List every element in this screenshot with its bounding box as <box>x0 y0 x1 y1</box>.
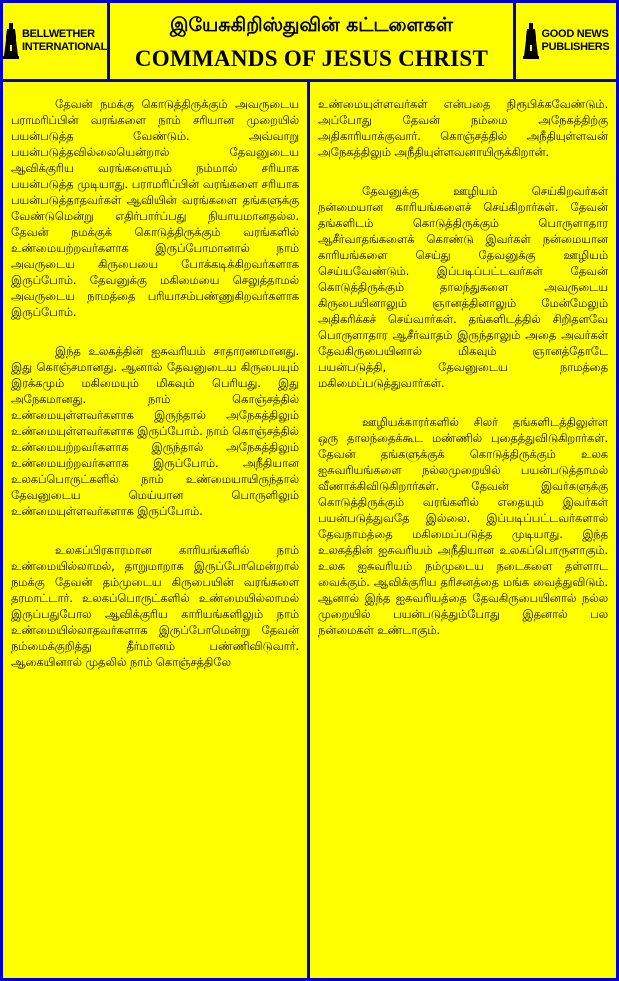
right-paragraph-1: உண்மையுள்ளவர்கள் என்பதை நிரூபிக்கவேண்டும். அப்போது தேவன் நம்மை அநேகத்திற்கு அதிகாரியாக்குவார். கொஞ்சத்தில் அநீதியுள்ளவன் அநேகத்திலும் அநீதியுள்ளவனாயிருக்கிறான். <box>318 97 608 159</box>
title-english: COMMANDS OF JESUS CHRIST <box>134 46 489 71</box>
right-logo-line2: PUBLISHERS <box>541 41 610 53</box>
left-paragraph-3: உலகப்பிரகாரமான காரியங்களில் நாம் உண்மையில்லாமல், தாறுமாறாக இருப்போமென்றால் நமக்கு தேவன் தம்முடைய கிருபையின் வரங்களை தரமாட்டார். உலகப்பொருட்களில் உண்மையில்லாமல் இருப்பதுபோல ஆவிக்குரிய காரியங்களிலும் நாம் உண்மையில்லாதவர்களாக இருப்போமென்று தேவன் நம்மைக்குறித்து தீர்மானம் பண்ணிவிடுவார். ஆகையினால் முதலில் நாம் கொஞ்சத்திலே <box>11 543 299 669</box>
right-paragraph-3: ஊழியக்காரர்களில் சிலர் தங்களிடத்திலுள்ள ஒரு தாலந்தைக்கூட மண்ணில் புதைத்துவிடுகிறார்கள். தேவன் தங்களுக்குக் கொடுத்திருக்கும் உலக ஐசுவரியங்களை நல்லமுறையில் பயன்படுத்தாமல் வீணாக்கிவிடுகிறார்கள். தேவன் இவர்களுக்கு கொடுத்திருக்கும் வரங்களில் எதையும் இவர்கள் பயன்படுத்துவதே இல்லை. இப்படிப்பட்டவர்களால் தேவநாமத்தை மகிமைப்படுத்த முடியாது. இந்த உலகத்தின் ஐசுவரியம் அநீதியான உலகப்பொருளாகும். உலக ஐசுவரியம் நம்முடைய நடைகளை தள்ளாட வைக்கும். ஆவிக்குரிய தரிசனத்தை மங்க வைத்துவிடும். ஆனால் இந்த ஐசுவரியத்தை தேவகிருபையினால் நல்ல முறையில் பயன்படுத்தும்போது இதனால் பல நன்மைகள் உண்டாகும். <box>318 415 608 637</box>
right-column <box>310 82 616 978</box>
title-tamil: இயேசுகிறிஸ்துவின் கட்டளைகள் <box>170 14 453 36</box>
header <box>3 3 616 82</box>
title-block <box>113 3 510 79</box>
tower-icon <box>523 23 539 59</box>
right-logo-line1: GOOD NEWS <box>541 28 609 40</box>
left-column <box>3 82 310 978</box>
right-paragraph-2: தேவனுக்கு ஊழியம் செய்கிறவர்கள் நன்மையான காரியங்களைச் செய்கிறார்கள். தேவன் தங்களிடம் கொடுத்திருக்கும் பொருளாதார ஆசீர்வாதங்களைக் கொண்டு இவர்கள் நன்மையான காரியங்களை செய்து தேவனுக்கு ஊழியம் செய்யவேண்டும். இப்படிப்பட்டவர்கள் தேவன் கொடுத்திருக்கும் தாலந்துகளை அவருடைய கிருபையினாலும் ஞானத்தினாலும் மேன்மேலும் அதிகரிக்கச் செய்வார்கள். தங்களிடத்தில் சிறிதளவே பொருளாதார ஆசீர்வாதம் இருந்தாலும் அதை அவர்கள் தேவகிருபையினால் மிகவும் ஞானத்தோடே பயன்படுத்தி, தேவனுடைய நாமத்தை மகிமைப்படுத்துவார்கள். <box>318 184 608 390</box>
good-news-logo <box>513 3 616 79</box>
left-logo-line2: INTERNATIONAL <box>21 41 108 53</box>
left-paragraph-2: இந்த உலகத்தின் ஐசுவரியம் சாதாரணமானது. இது கொஞ்சமானது. ஆனால் தேவனுடைய கிருபையும் இரக்கமும் மகிமையும் மிகவும் பெரியது. இது அநேகமானது. நாம் கொஞ்சத்தில் உண்மையுள்ளவர்களாக இருந்தால் அநேகத்திலும் உண்மையுள்ளவர்களாக இருப்போம். நாம் கொஞ்சத்தில் உண்மையற்றவர்களாக இருந்தால் அநேகத்திலும் உண்மையற்றவர்களாக இருப்போம். அநீதியான உலகப்பொருட்களில் நாம் உண்மையாயிருந்தால் தேவனுடைய மெய்யான பொருளிலும் உண்மையுள்ளவர்களாக இருப்போம். <box>11 344 299 518</box>
left-logo-line1: BELLWETHER <box>21 28 95 40</box>
bellwether-logo <box>3 3 110 79</box>
tower-icon <box>3 23 19 59</box>
left-paragraph-1: தேவன் நமக்கு கொடுத்திருக்கும் அவருடைய பராமரிப்பின் வரங்களை நாம் சரியான முறையில் பயன்படுத்த வேண்டும். அவ்வாறு பயன்படுத்தவில்லையென்றால் தேவனுடைய ஆவிக்குரிய வரங்களையும் நம்மால் சரியாக பயன்படுத்த முடியாது. பராமரிப்பின் வரங்களை சரியாக பயன்படுத்தாதவர்கள் ஆவியின் வரங்களை தங்களுக்கு வேண்டுமென்று எதிர்பார்ப்பது நியாயமானதல்ல. தேவன் நமக்குக் கொடுத்திருக்கும் வரங்களில் உண்மையற்றவர்களாக இருப்போமானால் நாம் அவருடைய கிருபையை போக்கடிக்கிறவர்களாக இருப்போம். தேவனுக்கு மகிமையை செலுத்தாமல் அவருடைய நாமத்தை பரியாசம்பண்ணுகிறவர்களாக இருப்போம். <box>11 97 299 319</box>
